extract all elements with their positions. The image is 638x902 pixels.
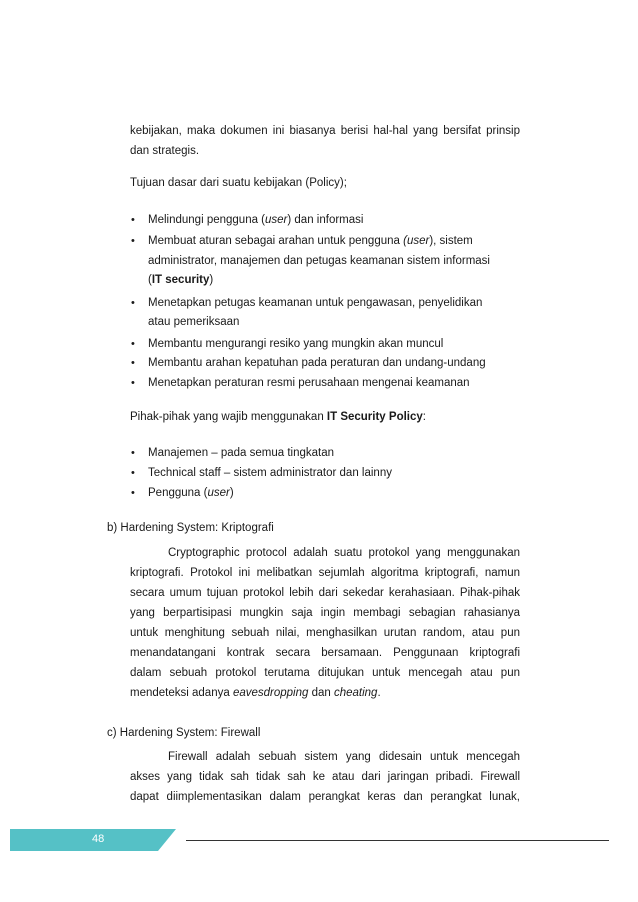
paragraph-line: mendeteksi adanya eavesdropping dan cheating. — [130, 687, 381, 699]
bullet-icon: • — [131, 487, 135, 499]
list-item: Menetapkan petugas keamanan untuk pengawasan, penyelidikan — [148, 297, 483, 309]
footer-rule — [186, 840, 609, 841]
bullet-icon: • — [131, 467, 135, 479]
paragraph-line: dan strategis. — [130, 145, 200, 157]
list-item: Menetapkan peraturan resmi perusahaan mengenai keamanan — [148, 377, 470, 389]
list-item: Membantu mengurangi resiko yang mungkin akan muncul — [148, 338, 444, 350]
paragraph-line: Firewall adalah sebuah sistem yang didesain untuk mencegah — [168, 751, 520, 763]
page-number: 48 — [92, 833, 105, 845]
paragraph-line: untuk menghitung sebuah nilai, menghasilkan urutan random, atau pun — [130, 627, 520, 639]
list-item: Manajemen – pada semua tingkatan — [148, 447, 335, 459]
paragraph-line: menandatangani kontrak secara bersamaan. Penggunaan kriptografi — [130, 647, 520, 659]
paragraph-line: dalam sebuah protokol terutama ditujukan untuk mencegah atau pun — [130, 667, 520, 679]
list-item: Pengguna (user) — [148, 487, 234, 499]
bullet-icon: • — [131, 214, 135, 226]
paragraph-line: akses yang tidak sah tidak sah ke atau dari jaringan pribadi. Firewall — [130, 771, 520, 783]
bullet-icon: • — [131, 235, 135, 247]
list-item: Technical staff – sistem administrator dan lainny — [148, 467, 392, 479]
paragraph-line: yang berpartisipasi mungkin saja ingin membagi sebagian rahasianya — [130, 607, 520, 619]
bullet-icon: • — [131, 377, 135, 389]
section-title: b) Hardening System: Kriptografi — [107, 522, 274, 534]
list-item: Melindungi pengguna (user) dan informasi — [148, 214, 364, 226]
list-item-continuation: (IT security) — [148, 274, 214, 286]
paragraph-line: kriptografi. Protokol ini melibatkan sejumlah algoritma kriptografi, namun — [130, 567, 520, 579]
bullet-icon: • — [131, 297, 135, 309]
list-item-continuation: administrator, manajemen dan petugas keamanan sistem informasi — [148, 255, 490, 267]
list-item: Membuat aturan sebagai arahan untuk pengguna (user), sistem — [148, 235, 473, 247]
paragraph-line: Cryptographic protocol adalah suatu protokol yang menggunakan — [168, 547, 520, 559]
section-title: c) Hardening System: Firewall — [107, 727, 261, 739]
bullet-icon: • — [131, 338, 135, 350]
paragraph-line: dapat diimplementasikan dalam perangkat keras dan perangkat lunak, — [130, 791, 520, 803]
section-heading: Tujuan dasar dari suatu kebijakan (Policy); — [130, 177, 347, 189]
paragraph-line: secara umum tujuan protokol lebih dari sekedar kerahasiaan. Pihak-pihak — [130, 587, 520, 599]
list-item: Membantu arahan kepatuhan pada peraturan dan undang-undang — [148, 357, 486, 369]
bullet-icon: • — [131, 447, 135, 459]
bullet-icon: • — [131, 357, 135, 369]
section-heading: Pihak-pihak yang wajib menggunakan IT Security Policy: — [130, 411, 426, 423]
list-item-continuation: atau pemeriksaan — [148, 316, 240, 328]
paragraph-line: kebijakan, maka dokumen ini biasanya berisi hal-hal yang bersifat prinsip — [130, 125, 520, 137]
